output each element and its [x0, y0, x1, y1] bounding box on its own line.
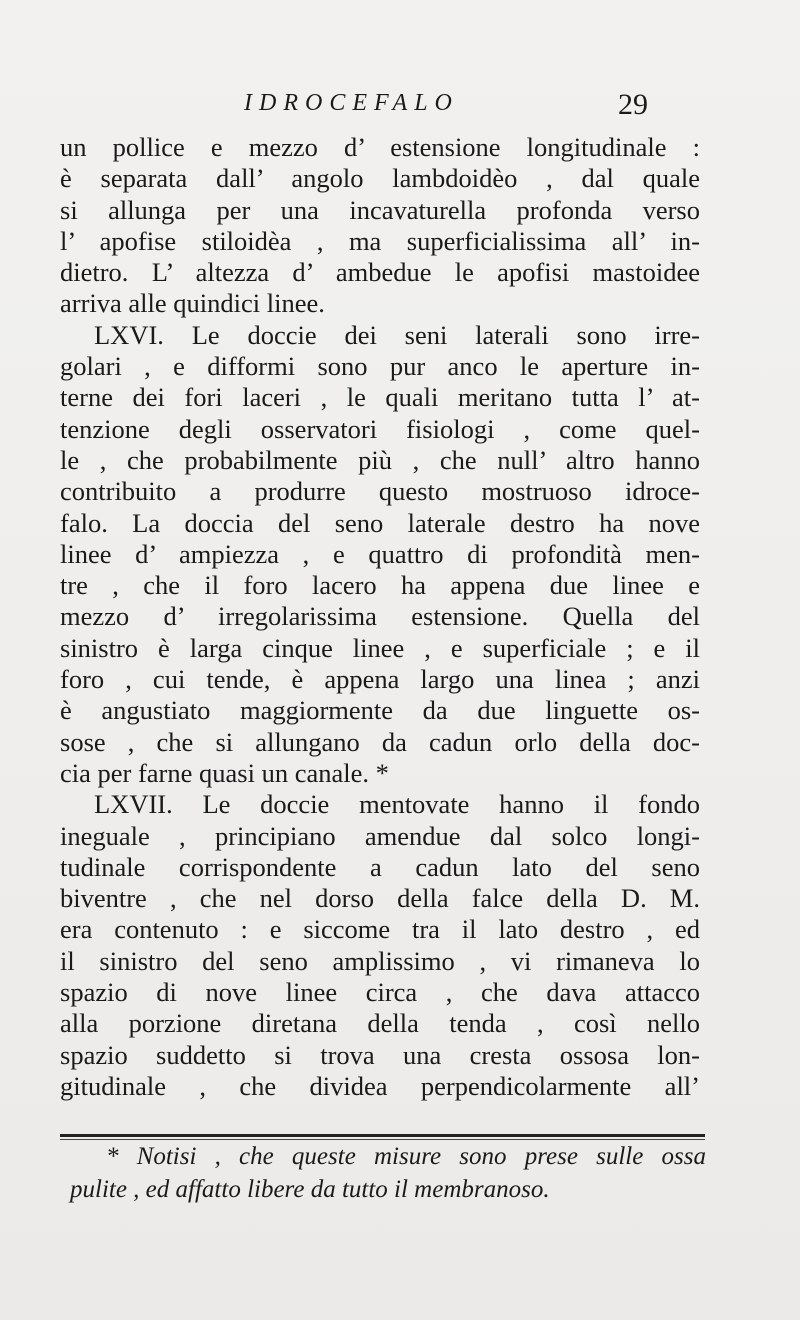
- body-text: [60, 132, 700, 1102]
- footnote: [70, 1140, 706, 1206]
- text-line: gitudinale , che dividea perpendicolarmente all’: [60, 1070, 700, 1101]
- text-line: alla porzione diretana della tenda , così nello: [60, 1008, 700, 1039]
- text-line: è angustiato maggiormente da due linguette os-: [60, 695, 700, 726]
- footnote-line: pulite , ed affatto libere da tutto il membranoso.: [70, 1176, 550, 1203]
- paragraph-lxvii-start: LXVII. Le doccie mentovate hanno il fondo: [94, 789, 700, 820]
- text-line: cia per farne quasi un canale. *: [60, 757, 389, 788]
- text-line: mezzo d’ irregolarissima estensione. Quella del: [60, 601, 700, 632]
- text-line: biventre , che nel dorso della falce della D. M.: [60, 883, 700, 914]
- text-line: tre , che il foro lacero ha appena due linee e: [60, 570, 700, 601]
- text-line: spazio di nove linee circa , che dava attacco: [60, 977, 700, 1008]
- text-line: sinistro è larga cinque linee , e superficiale ; e il: [60, 632, 700, 663]
- text-line: spazio suddetto si trova una cresta ossosa lon-: [60, 1039, 700, 1070]
- page-number: 29: [618, 88, 648, 121]
- text-line: contribuito a produrre questo mostruoso idroce-: [60, 476, 700, 507]
- text-line: golari , e difformi sono pur anco le aperture in-: [60, 351, 700, 382]
- running-header: [0, 86, 800, 126]
- text-line: è separata dall’ angolo lambdoidèo , dal quale: [60, 163, 700, 194]
- text-line: linee d’ ampiezza , e quattro di profondità men-: [60, 538, 700, 569]
- running-title: IDROCEFALO: [244, 90, 459, 116]
- text-line: si allunga per una incavaturella profonda verso: [60, 194, 700, 225]
- text-line: l’ apofise stiloidèa , ma superficialissima all’ in-: [60, 225, 700, 256]
- text-line: foro , cui tende, è appena largo una linea ; anzi: [60, 664, 700, 695]
- text-line: il sinistro del seno amplissimo , vi rimaneva lo: [60, 945, 700, 976]
- text-line: arriva alle quindici linee.: [60, 288, 325, 319]
- text-line: terne dei fori laceri , le quali meritano tutta l’ at-: [60, 382, 700, 413]
- text-line: falo. La doccia del seno laterale destro ha nove: [60, 507, 700, 538]
- text-line: tenzione degli osservatori fisiologi , come quel-: [60, 413, 700, 444]
- footnote-rule: [60, 1134, 705, 1137]
- text-line: tudinale corrispondente a cadun lato del seno: [60, 851, 700, 882]
- paragraph-lxvi-start: LXVI. Le doccie dei seni laterali sono irre-: [94, 319, 700, 350]
- text-line: un pollice e mezzo d’ estensione longitudinale :: [60, 132, 700, 162]
- text-line: ineguale , principiano amendue dal solco longi-: [60, 820, 700, 851]
- text-line: le , che probabilmente più , che null’ altro hanno: [60, 444, 700, 475]
- footnote-line: * Notisi , che queste misure sono prese sulle ossa: [106, 1143, 706, 1170]
- text-line: era contenuto : e siccome tra il lato destro , ed: [60, 914, 700, 945]
- text-line: dietro. L’ altezza d’ ambedue le apofisi mastoidee: [60, 257, 700, 288]
- text-line: sose , che si allungano da cadun orlo della doc-: [60, 726, 700, 757]
